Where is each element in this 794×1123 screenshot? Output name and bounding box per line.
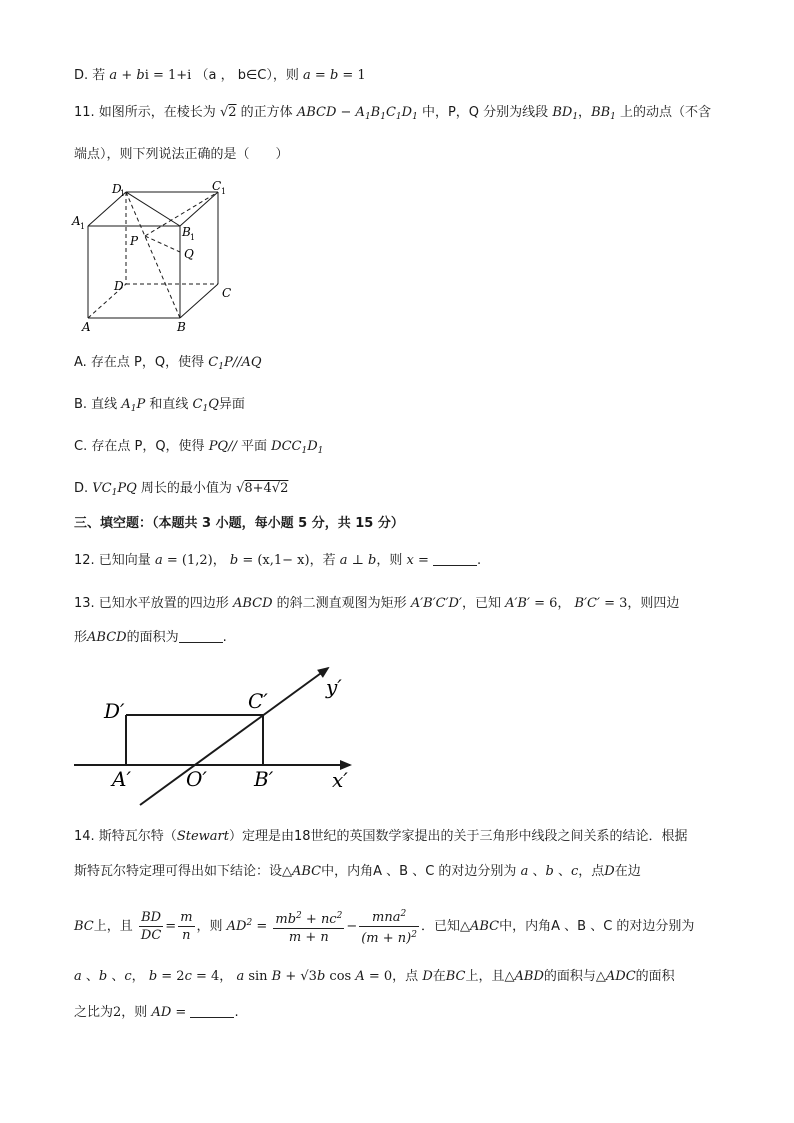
q11-line1: 11. 如图所示，在棱长为 √2 的正方体 ABCD − $A_1B_1C_1D_1$ 中，P，Q 分别为线段 $BD_1$，$BB_1$ 上的动点（不含 <box>74 105 712 122</box>
q11-option-a: A. 存在点 P，Q，使得 $C_1P//AQ$ <box>74 355 262 372</box>
label-p: P <box>130 234 139 248</box>
label-c-prime: C′ <box>248 689 268 713</box>
q11-option-d: D. $VC_1PQ$ 周长的最小值为 √8+4√2 <box>74 481 289 498</box>
sqrt2: √2 <box>219 105 237 120</box>
label-q: Q <box>184 247 194 261</box>
q11-text-b: 的正方体 <box>240 105 293 120</box>
label-a: A <box>82 320 91 334</box>
label-a1: A <box>72 214 81 228</box>
q11-line2: 端点），则下列说法正确的是（ ） <box>74 147 289 162</box>
answer-blank-14[interactable] <box>190 1005 234 1018</box>
q10d-formula: a <box>109 68 118 83</box>
cube-figure <box>70 180 240 340</box>
q11-option-c: C. 存在点 P，Q，使得 PQ// 平面 $DCC_1D_1$ <box>74 439 324 456</box>
label-b-prime: B′ <box>254 767 274 791</box>
label-b: B <box>177 320 186 334</box>
cube-name: ABCD − $A_1B_1C_1D_1$ <box>296 105 418 122</box>
label-c: C <box>222 286 232 300</box>
q14-line2: 斯特瓦尔特定理可得出如下结论：设△ABC中，内角A 、B 、C 的对边分别为 a 、b 、c，点D在边 <box>74 864 641 879</box>
svg-text:1: 1 <box>221 187 227 196</box>
q11-text-c: 中，P，Q 分别为线段 <box>421 105 549 120</box>
section-3-title: 三、填空题：（本题共 3 小题，每小题 5 分，共 15 分） <box>74 516 404 531</box>
label-d-prime: D′ <box>104 699 125 723</box>
q11-option-b: B. 直线 $A_1P$ 和直线 $C_1Q$异面 <box>74 397 245 414</box>
q14-line3: BC上，且 $\frac{BD}{DC}$ = $\frac{m}{n}$ ，则 $AD^2$ = $\frac{mb^2 + nc^2}{m + n}$ − $\frac{mna^2}{(m + n)^2}$ ．已知△ABC中，内角A 、B 、C 的对边分别为 <box>74 900 694 950</box>
q10d-cond: （a ， b∈C），则 <box>195 68 299 83</box>
q13-line1: 13. 已知水平放置的四边形 ABCD 的斜二测直观图为矩形 A′B′C′D′，已知 A′B′ = 6， B′C′ = 3，则四边 <box>74 596 680 611</box>
q14-line5: 之比为2，则 AD = . <box>74 1005 239 1020</box>
oblique-figure <box>70 660 370 810</box>
answer-blank-13[interactable] <box>179 630 223 643</box>
label-c1: C <box>212 180 222 193</box>
q14-line4: a 、b 、c， b = 2c = 4， a sin B + √3b cos A = 0，点 D在BC上，且△ABD的面积与△ADC的面积 <box>74 969 675 984</box>
q10d-prefix: D. 若 <box>74 68 106 83</box>
q14-line1: 14. 斯特瓦尔特（Stewart）定理是由18世纪的英国数学家提出的关于三角形中线段之间关系的结论．根据 <box>74 829 688 844</box>
label-b1: B <box>182 225 191 239</box>
label-d: D <box>114 279 124 293</box>
q12: 12. 已知向量 a = (1,2)， b = (x,1− x)，若 a ⊥ b，则 x = . <box>74 553 482 568</box>
label-o-prime: O′ <box>186 767 207 791</box>
label-y-prime: y′ <box>326 675 342 699</box>
label-a-prime: A′ <box>112 767 131 791</box>
q13-line2: 形ABCD的面积为 . <box>74 630 227 645</box>
q11-text-d: 上的动点（不含 <box>620 105 712 120</box>
q11-text-a: 11. 如图所示，在棱长为 <box>74 105 216 120</box>
svg-text:1: 1 <box>120 189 126 198</box>
q10-option-d: D. 若 a + bi = 1+i （a ， b∈C），则 a = b = 1 <box>74 68 366 83</box>
svg-text:1: 1 <box>80 222 86 231</box>
label-d1: D <box>112 182 122 196</box>
answer-blank-12[interactable] <box>433 553 477 566</box>
label-x-prime: x′ <box>332 768 348 792</box>
svg-text:1: 1 <box>190 233 196 242</box>
